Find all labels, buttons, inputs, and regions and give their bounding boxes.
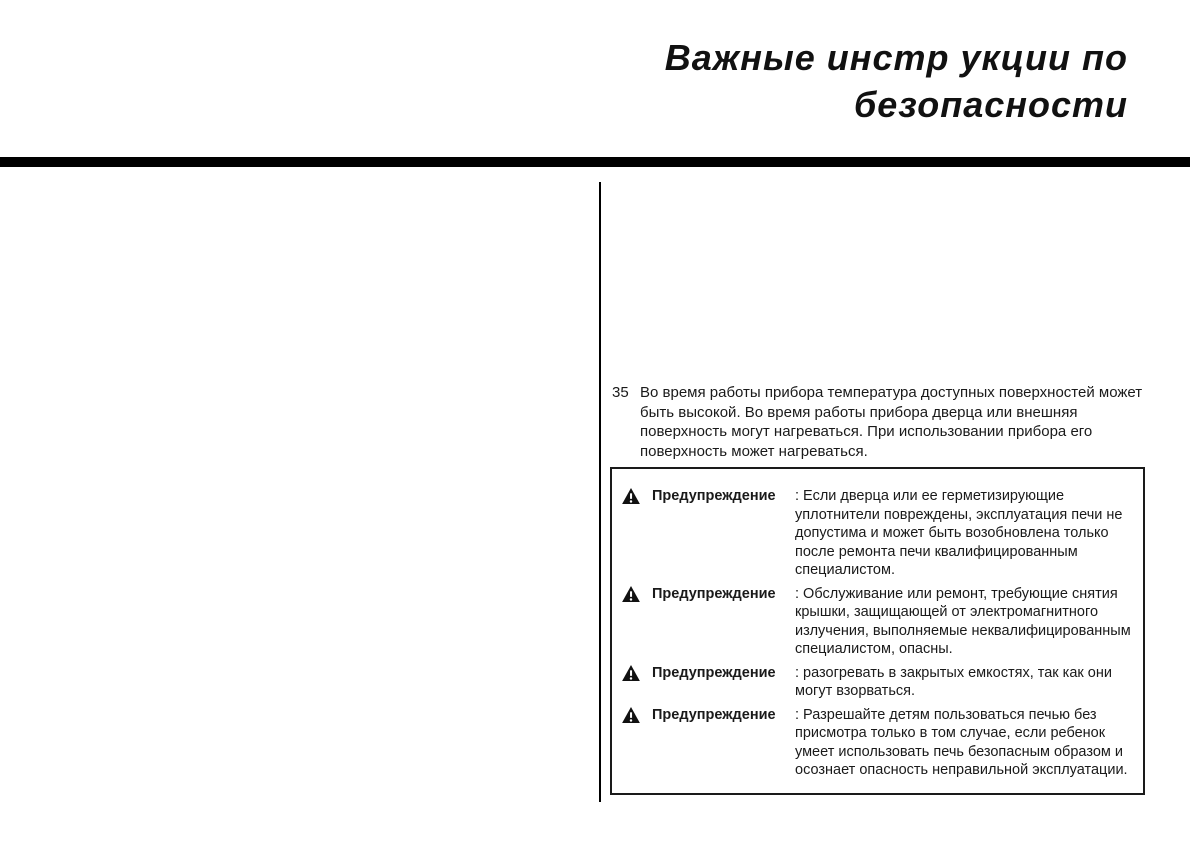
warning-label: Предупреждение	[652, 585, 776, 602]
warning-label: Предупреждение	[652, 488, 776, 504]
page-title-line1: Важные инстр укции по	[664, 37, 1128, 78]
list-item-35	[612, 383, 1146, 461]
warning-box	[610, 467, 1145, 795]
header-rule	[0, 157, 1190, 167]
warning-entry	[622, 706, 1135, 780]
column-divider	[599, 182, 601, 802]
warning-triangle-icon	[622, 585, 652, 608]
warning-entry	[622, 664, 1135, 701]
warning-text: : разогревать в закрытых емкостях, так как они могут взорваться.	[795, 664, 1112, 699]
warning-triangle-icon	[622, 664, 652, 687]
item-text: Во время работы прибора температура доступных поверхностей может быть высокой. Во время работы прибора дверца или внешняя поверхность могут нагреваться. При использовании прибора его поверхность может нагреваться.	[640, 384, 1143, 460]
warning-entry	[622, 585, 1135, 659]
warning-label: Предупреждение	[652, 706, 776, 723]
warning-triangle-icon	[622, 487, 652, 510]
warning-text: : Если дверца или ее герметизирующие уплотнители повреждены, эксплуатация печи не допустима и может быть возобновлена только после ремонта печи квалифицированным специалистом.	[795, 488, 1123, 578]
item-number: 35	[612, 384, 629, 401]
warning-text: : Обслуживание или ремонт, требующие снятия крышки, защищающей от электромагнитного излучения, выполняемые неквалифицированным специалистом, опасны.	[795, 585, 1131, 657]
warning-entry	[622, 487, 1135, 580]
page-title-line2: безопасности	[854, 84, 1128, 125]
warning-text: : Разрешайте детям пользоваться печью без присмотра только в том случае, если ребенок умеет использовать печь безопасным образом и осознает опасность неправильной эксплуатации.	[795, 706, 1128, 778]
page-title	[665, 34, 1128, 128]
warning-label: Предупреждение	[652, 664, 776, 681]
warning-triangle-icon	[622, 706, 652, 729]
